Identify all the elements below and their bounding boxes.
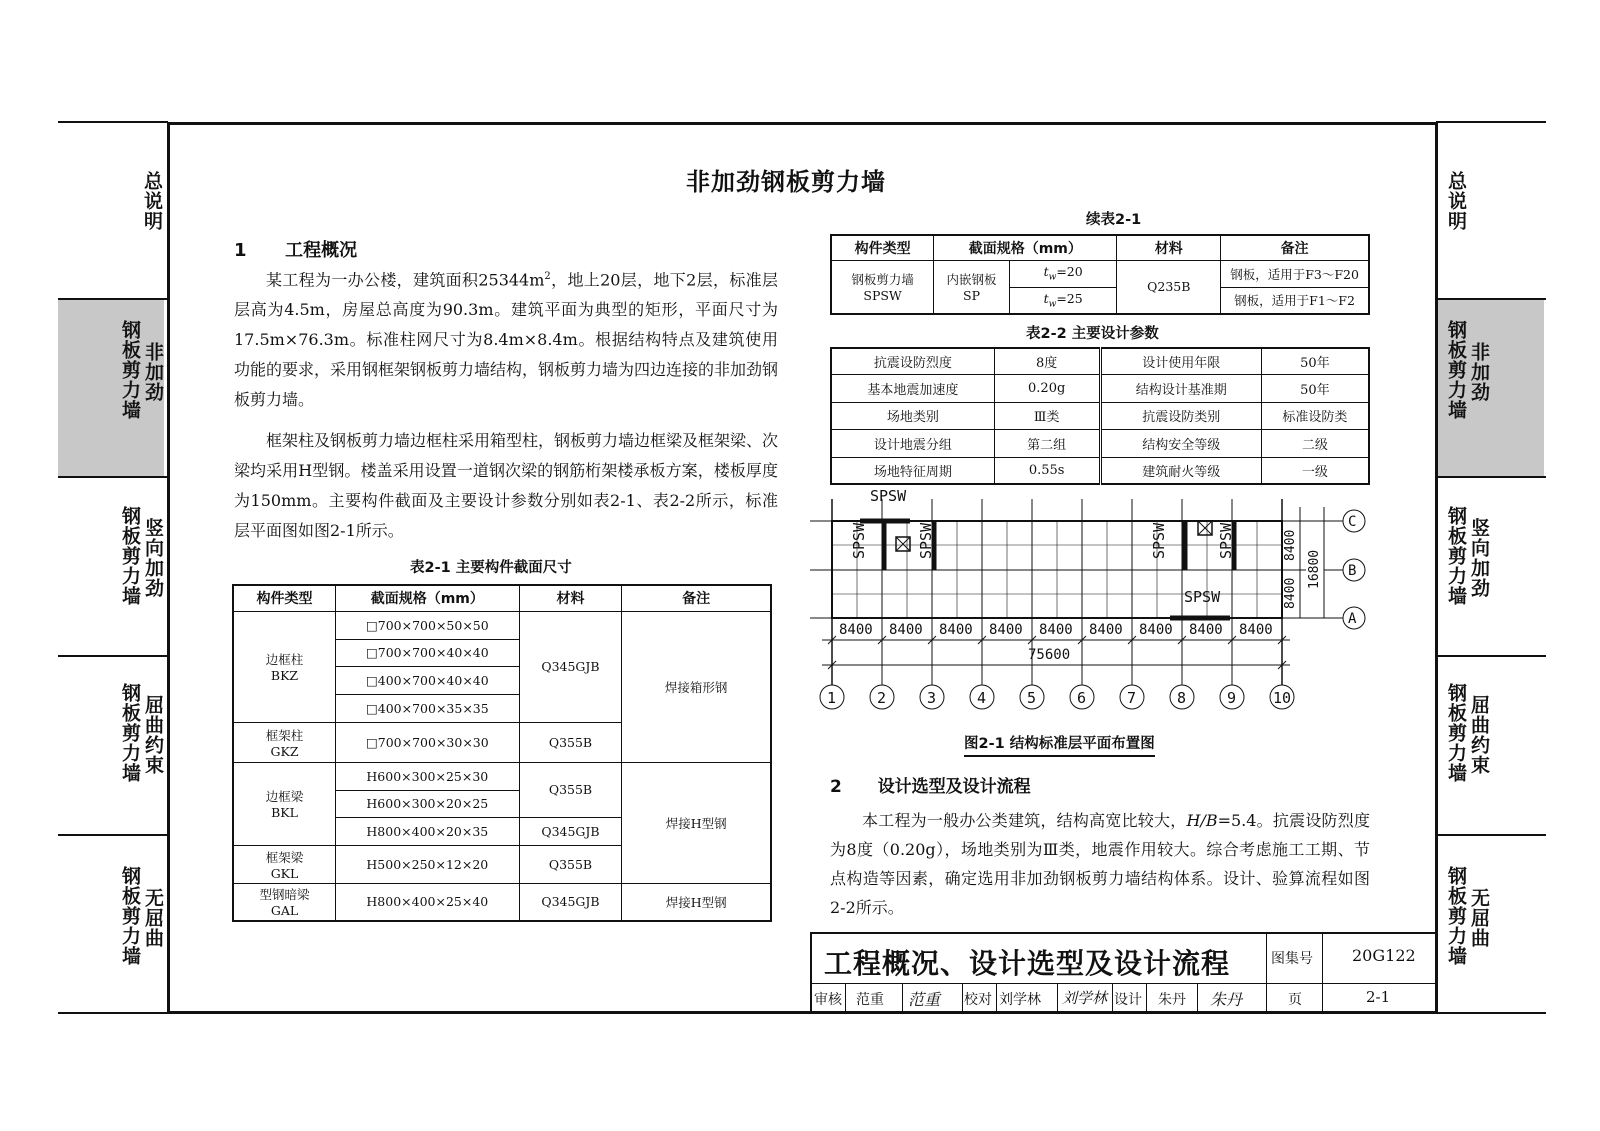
side-tab-sublabel: 无屈曲 bbox=[1468, 888, 1490, 948]
section2-heading bbox=[830, 772, 1031, 797]
side-tab-label: 钢板剪力墙 bbox=[1445, 683, 1467, 783]
page-number: 2-1 bbox=[1366, 988, 1391, 1006]
spsw-label: SPSW bbox=[1184, 588, 1221, 606]
side-tab-non-buckling[interactable] bbox=[58, 836, 164, 1012]
axis-label-4: 4 bbox=[977, 689, 987, 707]
table21c-tw: $t_w=25$ bbox=[1009, 287, 1117, 314]
span-dimension: 8400 bbox=[889, 622, 923, 638]
atlas-no: 20G122 bbox=[1352, 946, 1416, 965]
side-tab-unstiffened-right[interactable] bbox=[1438, 300, 1544, 476]
span-dimension: 8400 bbox=[1189, 622, 1223, 638]
param-value: 二级 bbox=[1261, 429, 1369, 457]
total-dimension: 75600 bbox=[1028, 647, 1071, 663]
table21-spec: H500×250×12×20 bbox=[336, 845, 520, 883]
review-label: 审核 bbox=[814, 992, 842, 1008]
param-value: 50年 bbox=[1261, 348, 1369, 374]
table21-mat: Q345GJB bbox=[519, 611, 622, 722]
review-name: 范重 bbox=[856, 992, 884, 1008]
span-dimension: 8400 bbox=[939, 622, 973, 638]
side-tab-label: 钢板剪力墙 bbox=[1445, 506, 1467, 606]
table-2-1 bbox=[232, 584, 772, 922]
axis-label-2: 2 bbox=[877, 689, 887, 707]
side-tab-label: 总说明 bbox=[1445, 171, 1467, 231]
side-tab-vertical-stiffened-right[interactable] bbox=[1438, 478, 1544, 655]
check-name: 刘学林 bbox=[999, 992, 1041, 1008]
param-label: 建筑耐火等级 bbox=[1100, 457, 1261, 484]
side-tab-sublabel: 竖向加劲 bbox=[1468, 518, 1490, 598]
dim-y-label: 8400 bbox=[1283, 577, 1298, 609]
atlas-no-label: 图集号 bbox=[1271, 951, 1313, 967]
dim-y-label: 8400 bbox=[1283, 529, 1298, 561]
side-tab-buckling-restrained[interactable] bbox=[58, 657, 164, 834]
dim-y-total: 16800 bbox=[1307, 549, 1322, 589]
side-tab-sublabel: 无屈曲 bbox=[142, 888, 164, 948]
side-tab-unstiffened[interactable] bbox=[58, 300, 164, 476]
table21c-tw: $t_w=20$ bbox=[1009, 260, 1117, 287]
table21-note: 焊接箱形钢 bbox=[622, 611, 771, 762]
axis-label-9: 9 bbox=[1227, 689, 1237, 707]
design-label: 设计 bbox=[1114, 992, 1142, 1008]
table21-caption: 表2-1 主要构件截面尺寸 bbox=[410, 560, 572, 576]
table21-spec: H800×400×25×40 bbox=[336, 883, 520, 921]
side-tab-label: 钢板剪力墙 bbox=[119, 683, 141, 783]
table21-spec: H600×300×20×25 bbox=[336, 790, 520, 817]
table21-header: 材料 bbox=[519, 585, 622, 611]
table21-note: 焊接H型钢 bbox=[622, 883, 771, 921]
param-value: 第二组 bbox=[994, 429, 1100, 457]
side-tab-non-buckling-right[interactable] bbox=[1438, 836, 1544, 1012]
section1-title: 工程概况 bbox=[285, 240, 358, 261]
table21c-mat: Q235B bbox=[1117, 260, 1221, 314]
param-label: 场地类别 bbox=[831, 402, 994, 429]
spsw-label: SPSW bbox=[870, 487, 907, 505]
param-value: Ⅲ类 bbox=[994, 402, 1100, 429]
table21c-header: 备注 bbox=[1221, 235, 1369, 260]
table21-header: 截面规格（mm） bbox=[336, 585, 520, 611]
section2-title: 设计选型及设计流程 bbox=[877, 777, 1031, 797]
table21-note: 焊接H型钢 bbox=[622, 762, 771, 883]
table21-spec: H800×400×20×35 bbox=[336, 817, 520, 845]
axis-label-8: 8 bbox=[1177, 689, 1187, 707]
table21-spec: □400×700×35×35 bbox=[336, 694, 520, 722]
section1-number: 1 bbox=[234, 240, 247, 261]
axis-label-c: C bbox=[1348, 514, 1357, 530]
table21-spec: H600×300×25×30 bbox=[336, 762, 520, 790]
table21-header: 备注 bbox=[622, 585, 771, 611]
floor-plan-figure bbox=[800, 485, 1410, 760]
review-signature: 范重 bbox=[908, 990, 941, 1009]
axis-label-5: 5 bbox=[1027, 689, 1037, 707]
param-label: 结构安全等级 bbox=[1100, 429, 1261, 457]
span-dimension: 8400 bbox=[1089, 622, 1123, 638]
table21-spec: □700×700×50×50 bbox=[336, 611, 520, 639]
design-signature: 朱丹 bbox=[1210, 990, 1243, 1009]
span-dimension: 8400 bbox=[839, 622, 873, 638]
param-value: 一级 bbox=[1261, 457, 1369, 484]
side-tab-label: 钢板剪力墙 bbox=[119, 866, 141, 966]
span-dimension: 8400 bbox=[1139, 622, 1173, 638]
table21c-header: 构件类型 bbox=[831, 235, 934, 260]
spsw-label: SPSW bbox=[917, 522, 935, 559]
table21-type-cell: 型钢暗梁 GAL bbox=[233, 883, 336, 921]
table21c-spec: 内嵌钢板 SP bbox=[934, 260, 1010, 314]
table21-type-cell: 边框梁 BKL bbox=[233, 762, 336, 845]
table21c-note: 钢板，适用于F1～F2 bbox=[1221, 287, 1369, 314]
signature-row bbox=[812, 984, 1436, 1012]
side-tab-sublabel: 非加劲 bbox=[142, 342, 164, 402]
param-label: 基本地震加速度 bbox=[831, 374, 994, 402]
table21-spec: □700×700×40×40 bbox=[336, 639, 520, 666]
table21c-header: 截面规格（mm） bbox=[934, 235, 1117, 260]
axis-label-7: 7 bbox=[1127, 689, 1137, 707]
param-value: 50年 bbox=[1261, 374, 1369, 402]
param-label: 结构设计基准期 bbox=[1100, 374, 1261, 402]
side-tab-label: 钢板剪力墙 bbox=[1445, 866, 1467, 966]
table21-mat: Q355B bbox=[519, 722, 622, 762]
section2-paragraph: 本工程为一般办公类建筑，结构高宽比较大，H/B=5.4。抗震设防烈度为8度（0.20g），场地类别为Ⅲ类，地震作用较大。综合考虑施工工期、节点构造等因素，确定选用非加劲钢板剪力墙结构体系。设计、验算流程如图2-2所示。 bbox=[830, 811, 1370, 917]
table21-type-cell: 边框柱 BKZ bbox=[233, 611, 336, 722]
spsw-label: SPSW bbox=[850, 522, 868, 559]
page-label: 页 bbox=[1288, 992, 1302, 1008]
section2-number: 2 bbox=[830, 777, 842, 797]
table21-type-cell: 框架梁 GKL bbox=[233, 845, 336, 883]
table21-header: 构件类型 bbox=[233, 585, 336, 611]
table21c-caption: 续表2-1 bbox=[1086, 212, 1142, 228]
table21-spec: □400×700×40×40 bbox=[336, 666, 520, 694]
table-2-2 bbox=[830, 347, 1370, 485]
axis-label-10: 10 bbox=[1273, 689, 1292, 707]
span-dimension: 8400 bbox=[989, 622, 1023, 638]
section1-paragraph-1: 某工程为一办公楼，建筑面积$25344m^2$，地上20层，地下2层，标准层层高为4.5m，房屋总高度为90.3m。建筑平面为典型的矩形，平面尺寸为17.5m×76.3m。标准柱网尺寸为8.4m×8.4m。根据结构特点及建筑使用功能的要求，采用钢框架钢板剪力墙结构，钢板剪力墙为四边连接的非加劲钢板剪力墙。 bbox=[234, 270, 779, 410]
check-signature: 刘学林 bbox=[1062, 989, 1108, 1007]
param-label: 场地特征周期 bbox=[831, 457, 994, 484]
table21-mat: Q355B bbox=[519, 762, 622, 817]
table21-mat: Q355B bbox=[519, 845, 622, 883]
param-value: 标准设防类 bbox=[1261, 402, 1369, 429]
table21-spec: □700×700×30×30 bbox=[336, 722, 520, 762]
table21-mat: Q345GJB bbox=[519, 817, 622, 845]
table21-type-cell: 框架柱 GKZ bbox=[233, 722, 336, 762]
side-tab-sublabel: 竖向加劲 bbox=[142, 518, 164, 598]
table21c-header: 材料 bbox=[1117, 235, 1221, 260]
axis-label-1: 1 bbox=[827, 689, 837, 707]
axis-label-3: 3 bbox=[927, 689, 937, 707]
side-tab-label: 钢板剪力墙 bbox=[119, 506, 141, 606]
param-label: 设计使用年限 bbox=[1100, 348, 1261, 374]
span-dimension: 8400 bbox=[1239, 622, 1273, 638]
param-value: 8度 bbox=[994, 348, 1100, 374]
page-title: 非加劲钢板剪力墙 bbox=[686, 168, 886, 196]
spsw-label: SPSW bbox=[1150, 522, 1168, 559]
design-name: 朱丹 bbox=[1158, 992, 1186, 1008]
spsw-label: SPSW bbox=[1217, 522, 1235, 559]
side-tab-label: 钢板剪力墙 bbox=[1445, 320, 1467, 420]
param-value: 0.55s bbox=[994, 457, 1100, 484]
figure-caption: 图2-1 结构标准层平面布置图 bbox=[964, 732, 1155, 757]
side-tab-vertical-stiffened[interactable] bbox=[58, 478, 164, 655]
section1-heading bbox=[234, 236, 357, 262]
side-tab-sublabel: 屈曲约束 bbox=[1468, 695, 1490, 775]
span-dimension: 8400 bbox=[1039, 622, 1073, 638]
drawing-title: 工程概况、设计选型及设计流程 bbox=[824, 947, 1231, 980]
param-label: 抗震设防烈度 bbox=[831, 348, 994, 374]
check-label: 校对 bbox=[964, 992, 992, 1008]
table21c-note: 钢板，适用于F3～F20 bbox=[1221, 260, 1369, 287]
param-label: 抗震设防类别 bbox=[1100, 402, 1261, 429]
param-value: 0.20g bbox=[994, 374, 1100, 402]
side-tab-sublabel: 屈曲约束 bbox=[142, 695, 164, 775]
table22-caption: 表2-2 主要设计参数 bbox=[1026, 326, 1159, 342]
side-tab-general[interactable] bbox=[58, 123, 164, 298]
side-tab-label: 钢板剪力墙 bbox=[119, 320, 141, 420]
table21c-type: 钢板剪力墙 SPSW bbox=[831, 260, 934, 314]
axis-label-b: B bbox=[1348, 563, 1357, 579]
param-label: 设计地震分组 bbox=[831, 429, 994, 457]
section1-paragraph-2: 框架柱及钢板剪力墙边框柱采用箱型柱，钢板剪力墙边框梁及框架梁、次梁均采用H型钢。楼盖采用设置一道钢次梁的钢筋桁架楼承板方案，楼板厚度为150mm。主要构件截面及主要设计参数分别如表2-1、表2-2所示，标准层平面图如图2-1所示。 bbox=[234, 431, 779, 540]
side-tab-sublabel: 非加劲 bbox=[1468, 342, 1490, 402]
table-2-1-continued bbox=[830, 234, 1370, 315]
axis-label-a: A bbox=[1348, 611, 1357, 627]
side-tab-label: 总说明 bbox=[141, 171, 163, 231]
side-tab-buckling-restrained-right[interactable] bbox=[1438, 657, 1544, 834]
side-tab-general-right[interactable] bbox=[1438, 123, 1544, 298]
axis-label-6: 6 bbox=[1077, 689, 1087, 707]
table21-mat: Q345GJB bbox=[519, 883, 622, 921]
